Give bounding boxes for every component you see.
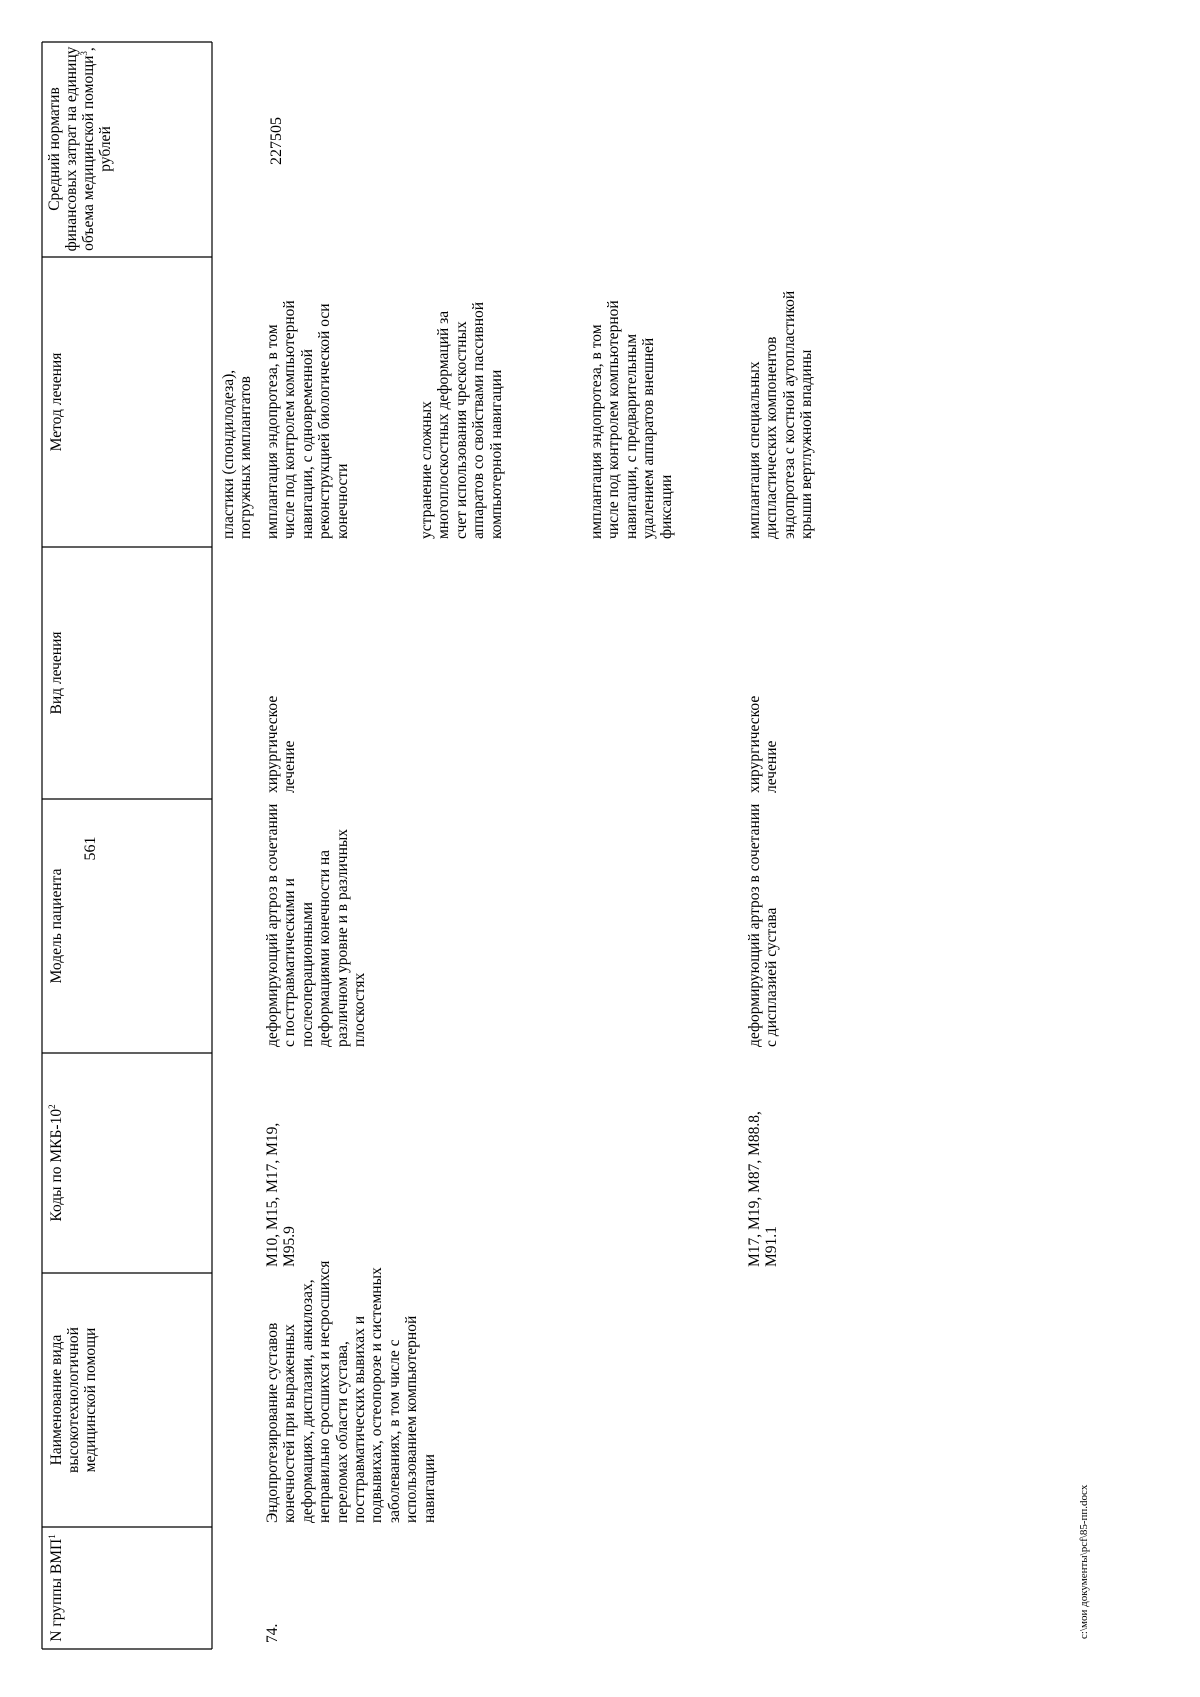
header-type: Вид лечения [48,631,65,715]
row-2-method: имплантация специальных диспластических компонентов эндопротеза с костной аутопластикой крыши вертлужной впадины [746,290,816,539]
row-2-codes: M17, M19, M87, M88.8, M91.1 [746,1111,781,1267]
header-norm: Средний норматив финансовых затрат на единицу объема медицинской помощи$^3$, рублей [46,46,114,252]
header-method: Метод лечения [48,352,65,452]
row-2-model: деформирующий артроз в сочетании с дисплазией сустава [746,803,781,1047]
row-74-name: Эндопротезирование суставов конечностей при выраженных деформациях, дисплазии, анкилозах, неправильно сросшихся и несросшихся переломах области сустава, посттравматических вывихах и подвывихах, остеопорозе и системных заболеваниях, в том числе с использованием компьютерной навигации [264,1260,438,1523]
method-continued: пластики (спондилодеза), погружных имплантатов [220,369,255,539]
header-group-n: N группы ВМП$^1$ [46,1534,65,1642]
header-model: Модель пациента [48,868,65,984]
row-74-method-1: имплантация эндопротеза, в том числе под контролем компьютерной навигации, с одновременной реконструкцией биологической оси конечности [264,300,351,539]
row-74-number: 74. [264,1623,281,1643]
row-2-type: хирургическое лечение [746,695,781,793]
header-name: Наименование вида высокотехнологичной медицинской помощи [48,1327,99,1473]
row-74-norm: 227505 [268,117,285,165]
row-74-method-2: устранение сложных многоплоскостных деформаций за счет использования чрескостных аппаратов со свойствами пассивной компьютерной навигации [418,301,505,539]
row-74-model: деформирующий артроз в сочетании с посттравматическими и послеоперационными деформациями конечности на различном уровне и в различных плоскостях [264,803,369,1047]
row-74-method-3: имплантация эндопротеза, в том числе под контролем компьютерной навигации, с предварительным удалением аппаратов внешней фиксации [588,300,675,539]
page-number: 561 [82,836,99,861]
footer-file-path: c:\мои документы\pcf\85-пп.docx [1078,1484,1090,1639]
row-74-type: хирургическое лечение [264,695,299,793]
row-74-codes: M10, M15, M17, M19, M95.9 [264,1122,299,1267]
header-codes: Коды по МКБ-$10^2$ [46,1104,65,1222]
